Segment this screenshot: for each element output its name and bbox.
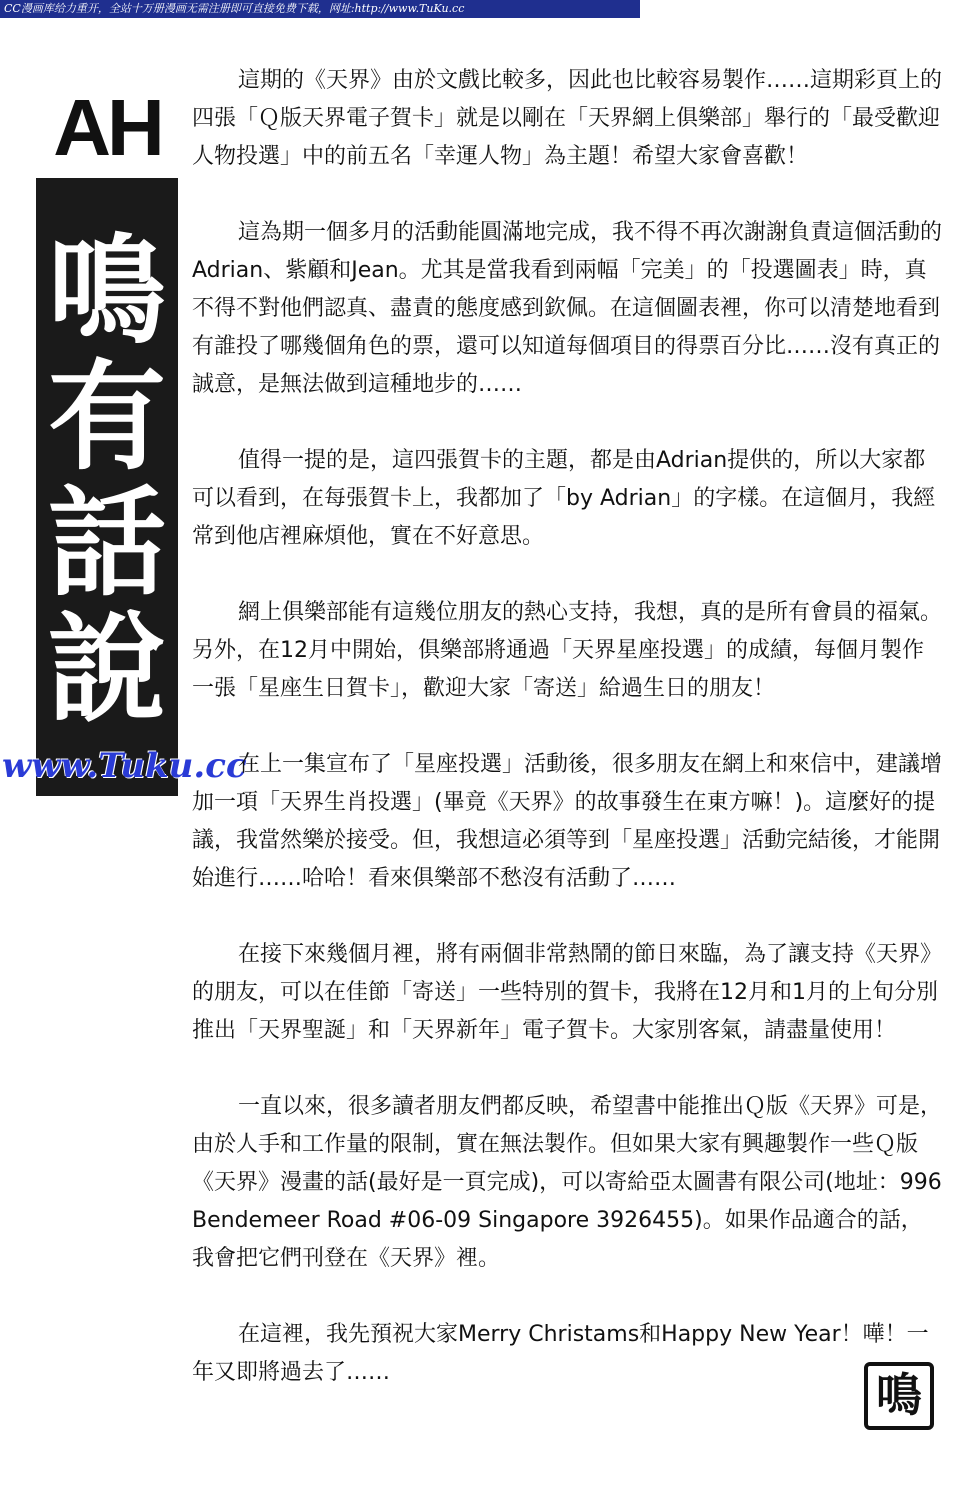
paragraph: 網上俱樂部能有這幾位朋友的熱心支持，我想，真的是所有會員的福氣。另外，在12月中開始，俱樂部將通過「天界星座投選」的成績，每個月製作一張「星座生日賀卡」，歡迎大家「寄送」給過生日的朋友！	[192, 600, 943, 701]
paragraph: 這期的《天界》由於文戲比較多，因此也比較容易製作……這期彩頁上的四張「Ｑ版天界電子賀卡」就是以剛在「天界網上俱樂部」舉行的「最受歡迎人物投選」中的前五名「幸運人物」為主題！希望大家會喜歡！	[192, 68, 943, 169]
paragraph: 值得一提的是，這四張賀卡的主題，都是由Adrian提供的，所以大家都可以看到，在每張賀卡上，我都加了「by Adrian」的字樣。在這個月，我經常到他店裡麻煩他，實在不好意思。	[192, 448, 936, 549]
side-ah-label: AH	[36, 78, 178, 178]
paragraph: 在這裡，我先預祝大家Merry Christams和Happy New Year！嘩！一年又即將過去了……	[192, 1322, 929, 1385]
article-body	[192, 62, 944, 1392]
signature-stamp: 鳴	[864, 1362, 934, 1430]
site-banner: CC漫画库给力重开，全站十万册漫画无需注册即可直接免费下载，网址:http://www.TuKu.cc	[0, 0, 640, 18]
paragraph: 這為期一個多月的活動能圓滿地完成，我不得不再次謝謝負責這個活動的Adrian、紫顧和Jean。尤其是當我看到兩幅「完美」的「投選圖表」時，真不得不對他們認真、盡責的態度感到欽佩。在這個圖表裡，你可以清楚地看到有誰投了哪幾個角色的票，還可以知道每個項目的得票百分比……沒有真正的誠意，是無法做到這種地步的……	[192, 220, 943, 397]
watermark-text: www.Tuku.cc	[2, 746, 247, 786]
paragraph: 一直以來，很多讀者朋友們都反映，希望書中能推出Ｑ版《天界》可是，由於人手和工作量的限制，實在無法製作。但如果大家有興趣製作一些Ｑ版《天界》漫畫的話(最好是一頁完成)，可以寄給亞太圖書有限公司(地址：996 Bendemeer Road #06-09 Singapore 3926455)。如果作品適合的話，我會把它們刊登在《天界》裡。	[192, 1094, 943, 1271]
side-title-panel	[36, 78, 178, 796]
side-title-text: 鳴有話說	[47, 222, 166, 738]
paragraph: 在上一集宣布了「星座投選」活動後，很多朋友在網上和來信中，建議增加一項「天界生肖投選」(畢竟《天界》的故事發生在東方嘛！)。這麼好的提議，我當然樂於接受。但，我想這必須等到「星座投選」活動完結後，才能開始進行……哈哈！看來俱樂部不愁沒有活動了……	[192, 752, 943, 891]
paragraph: 在接下來幾個月裡，將有兩個非常熱鬧的節日來臨，為了讓支持《天界》的朋友，可以在佳節「寄送」一些特別的賀卡，我將在12月和1月的上旬分別推出「天界聖誕」和「天界新年」電子賀卡。大家別客氣，請盡量使用！	[192, 942, 943, 1043]
